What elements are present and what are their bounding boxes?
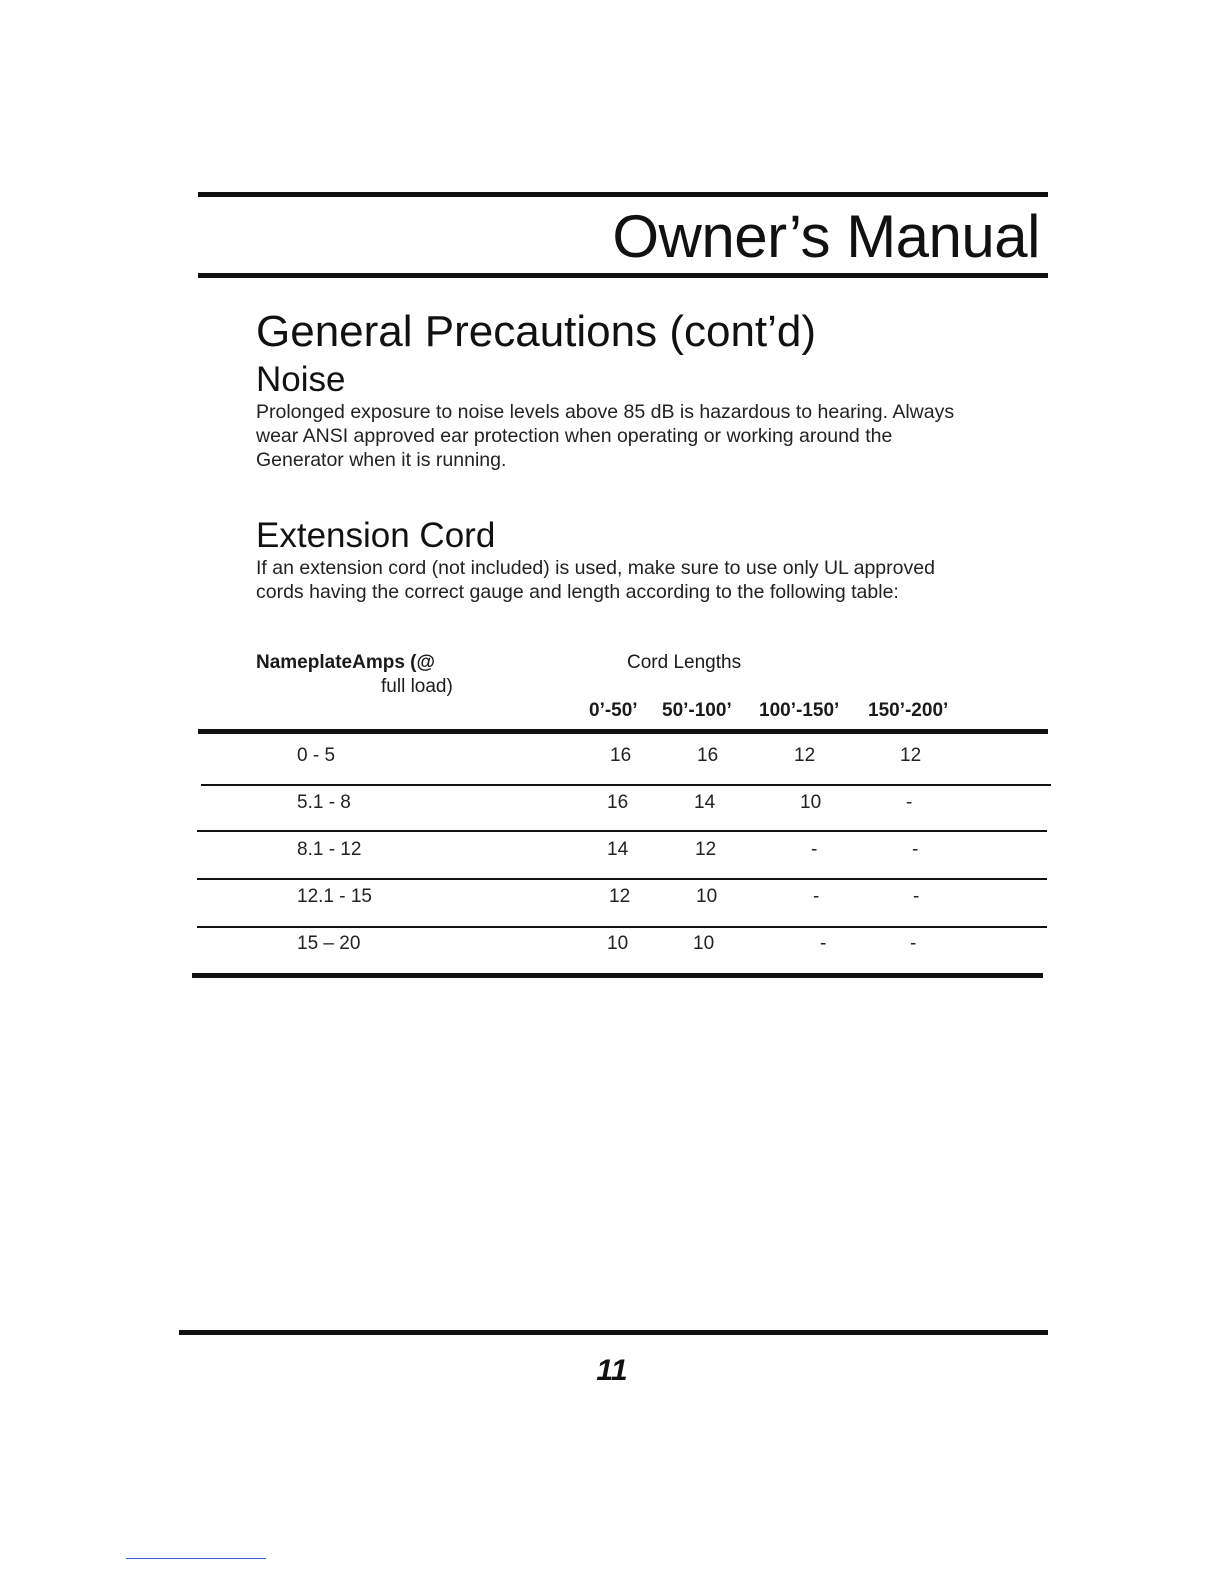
page-number: 11	[596, 1354, 628, 1387]
amps-header-line2: full load)	[381, 676, 453, 697]
row-divider	[197, 830, 1047, 832]
amps-cell: 12.1 - 15	[297, 886, 372, 907]
column-header: 50’-100’	[662, 700, 732, 721]
gauge-cell: -	[913, 886, 920, 907]
document-title: Owner’s Manual	[612, 203, 1040, 270]
gauge-cell: 12	[900, 745, 922, 766]
gauge-cell: -	[811, 839, 818, 860]
gauge-cell: 10	[696, 886, 718, 907]
column-header: 0’-50’	[589, 700, 638, 721]
gauge-cell: 10	[693, 933, 715, 954]
section-title: General Precautions (cont’d)	[256, 307, 817, 356]
header-bottom-rule	[198, 273, 1048, 278]
gauge-cell: -	[910, 933, 917, 954]
amps-cell: 5.1 - 8	[297, 792, 351, 813]
table-bottom-rule	[192, 973, 1043, 978]
amps-cell: 0 - 5	[297, 745, 336, 766]
noise-paragraph: Prolonged exposure to noise levels above 85 dB is hazardous to hearing. Always wear ANSI approved ear protection when operating or working around the Generator when it is running.	[256, 401, 955, 471]
gauge-cell: 12	[695, 839, 717, 860]
gauge-cell: 10	[607, 933, 629, 954]
gauge-cell: 12	[794, 745, 816, 766]
cord-lengths-header: Cord Lengths	[627, 652, 742, 673]
footer-rule	[179, 1330, 1048, 1335]
table-header-rule	[198, 729, 1048, 734]
row-divider	[201, 784, 1051, 786]
column-header: 150’-200’	[868, 700, 949, 721]
row-divider	[197, 926, 1047, 928]
column-header: 100’-150’	[759, 700, 840, 721]
gauge-cell: -	[820, 933, 827, 954]
gauge-cell: 12	[609, 886, 631, 907]
amps-cell: 8.1 - 12	[297, 839, 362, 860]
extension-cord-paragraph: If an extension cord (not included) is used, make sure to use only UL approved cords having the correct gauge and length according to the following table:	[256, 557, 935, 603]
amps-cell: 15 – 20	[297, 933, 361, 954]
header-top-rule	[198, 192, 1048, 197]
gauge-cell: -	[813, 886, 820, 907]
gauge-cell: 16	[697, 745, 719, 766]
noise-heading: Noise	[256, 360, 346, 399]
gauge-cell: -	[906, 792, 913, 813]
gauge-cell: -	[912, 839, 919, 860]
gauge-cell: 14	[694, 792, 716, 813]
scan-artifact-line	[126, 1558, 266, 1559]
extension-cord-heading: Extension Cord	[256, 516, 496, 555]
gauge-cell: 14	[607, 839, 629, 860]
gauge-cell: 16	[610, 745, 632, 766]
gauge-cell: 16	[607, 792, 629, 813]
gauge-cell: 10	[800, 792, 822, 813]
amps-header-line1: NameplateAmps (@	[256, 652, 436, 673]
row-divider	[197, 878, 1047, 880]
